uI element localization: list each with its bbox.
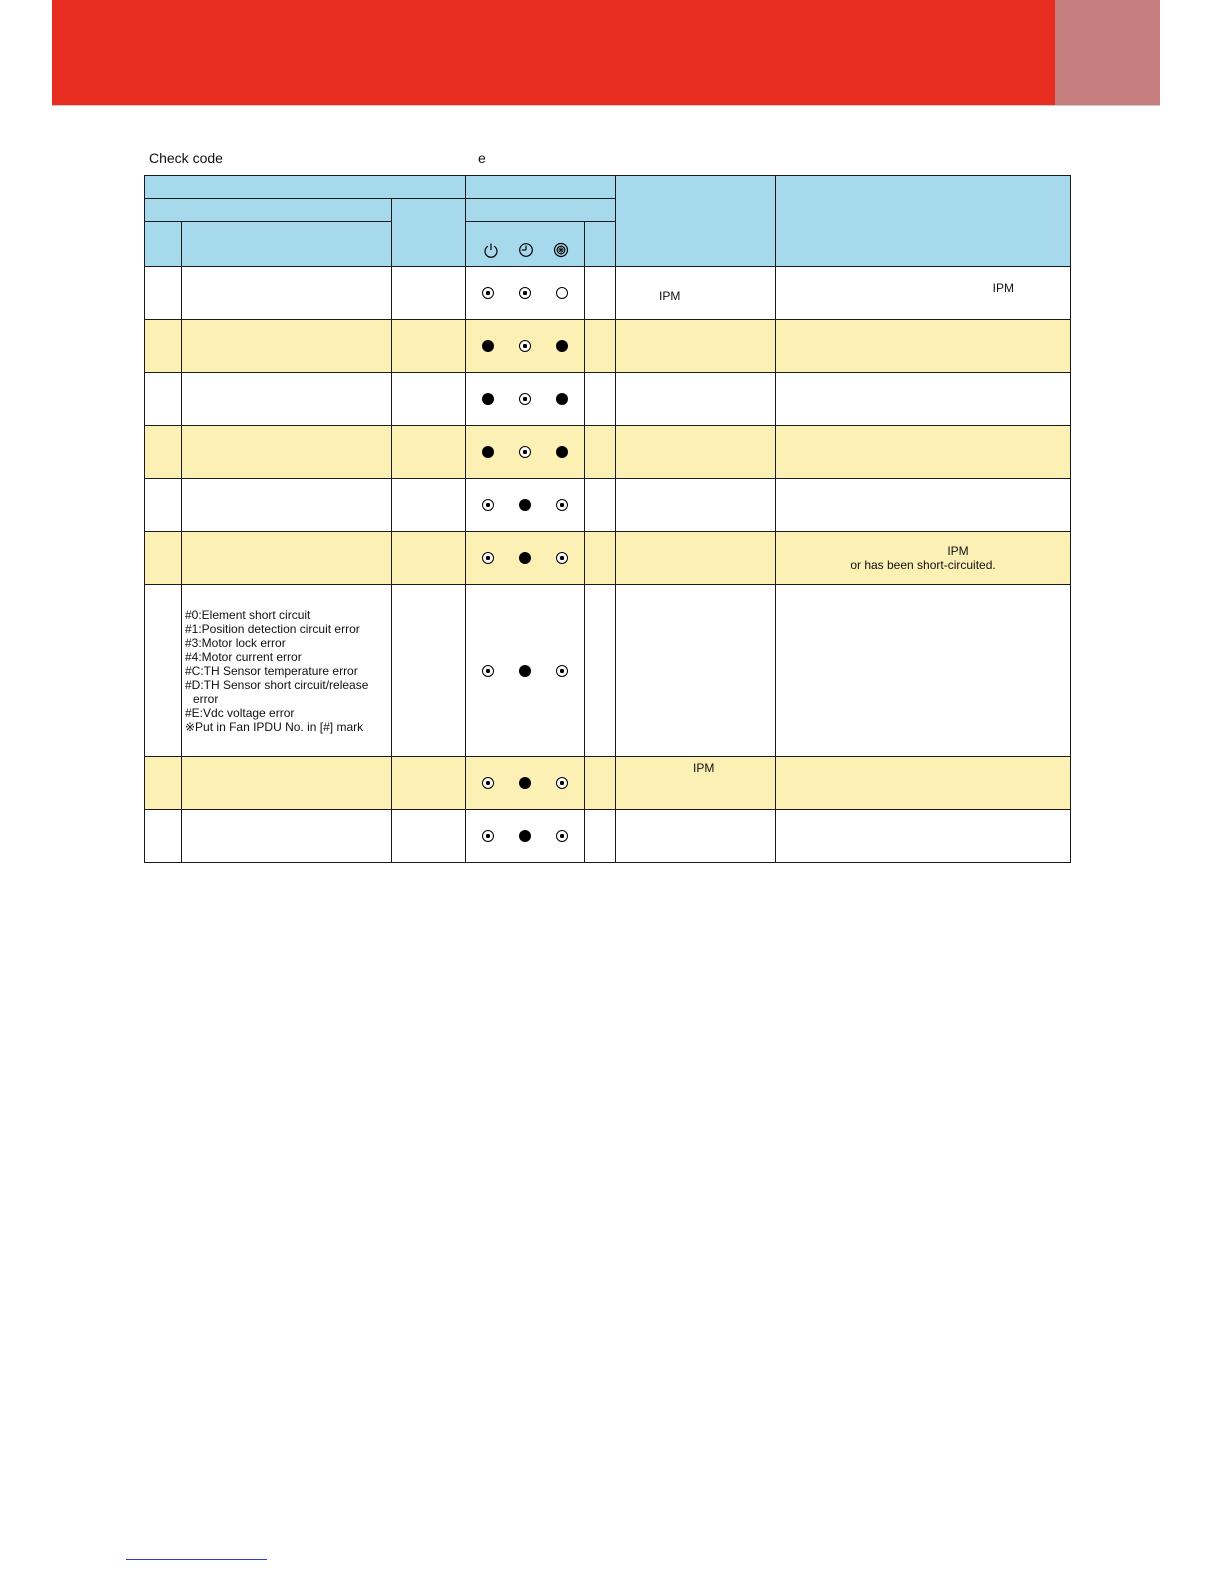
blank-cell	[585, 810, 616, 863]
description-cell	[182, 320, 392, 373]
header-band	[52, 0, 1055, 105]
timer-lamp	[519, 499, 531, 511]
legend-icons-cell	[466, 222, 585, 267]
power-icon	[483, 242, 499, 258]
header-divider	[52, 105, 1160, 106]
cause-cell	[616, 373, 776, 426]
action-cell	[776, 426, 1071, 479]
description-line: #D:TH Sensor short circuit/release	[185, 677, 369, 692]
operation-lamp	[556, 287, 568, 299]
lamp-cell	[466, 532, 585, 585]
header-cell-check-code	[145, 176, 466, 199]
cause-cell	[616, 426, 776, 479]
operation-lamp	[556, 393, 568, 405]
blank-cell	[585, 426, 616, 479]
table-row	[145, 479, 1071, 532]
table-row	[145, 532, 1071, 585]
timer-lamp	[519, 777, 531, 789]
blank-cell	[585, 373, 616, 426]
blank-cell	[585, 532, 616, 585]
device-cell	[392, 320, 466, 373]
header-cell-lamps	[466, 199, 616, 222]
device-cell	[392, 479, 466, 532]
description-cell	[182, 479, 392, 532]
cause-cell	[616, 532, 776, 585]
blank-cell	[585, 479, 616, 532]
table-row	[145, 810, 1071, 863]
cause-cell	[616, 810, 776, 863]
description-line: #E:Vdc voltage error	[185, 705, 295, 720]
lamp-cell	[466, 320, 585, 373]
cause-cell	[616, 267, 776, 320]
device-cell	[392, 585, 466, 757]
timer-lamp	[519, 340, 531, 352]
cause-cell	[616, 320, 776, 373]
header-cell-device	[392, 199, 466, 267]
action-cell	[776, 585, 1071, 757]
code-cell	[145, 810, 182, 863]
lamp-cell	[466, 479, 585, 532]
description-line: error	[193, 691, 219, 706]
action-text: IPM	[992, 281, 1015, 295]
description-line: #1:Position detection circuit error	[185, 621, 360, 636]
description-cell	[182, 585, 392, 757]
timer-icon	[518, 242, 534, 258]
header-cell-indication	[466, 176, 616, 199]
timer-lamp	[519, 665, 531, 677]
blank-cell	[585, 585, 616, 757]
lamp-cell	[466, 757, 585, 810]
description-cell	[182, 373, 392, 426]
device-cell	[392, 757, 466, 810]
code-cell	[145, 320, 182, 373]
operation-icon	[553, 242, 569, 258]
action-cell	[776, 757, 1071, 810]
action-cell	[776, 320, 1071, 373]
lamp-cell	[466, 810, 585, 863]
description-cell	[182, 426, 392, 479]
action-cell	[776, 479, 1071, 532]
timer-lamp	[519, 446, 531, 458]
check-code-table	[144, 175, 1071, 863]
device-cell	[392, 426, 466, 479]
power-lamp	[482, 393, 494, 405]
description-line: #4:Motor current error	[185, 649, 302, 664]
header-tab	[1055, 0, 1160, 105]
description-line: #C:TH Sensor temperature error	[185, 663, 358, 678]
cause-cell	[616, 757, 776, 810]
description-cell	[182, 532, 392, 585]
code-cell	[145, 479, 182, 532]
operation-lamp	[556, 340, 568, 352]
cause-cell	[616, 585, 776, 757]
power-lamp	[482, 665, 494, 677]
device-cell	[392, 810, 466, 863]
lamp-cell	[466, 585, 585, 757]
timer-lamp	[519, 393, 531, 405]
power-lamp	[482, 830, 494, 842]
header-cell-cause	[616, 176, 776, 267]
header-cell-display	[145, 199, 392, 222]
header-cell-blank	[585, 222, 616, 267]
code-cell	[145, 757, 182, 810]
table-row	[145, 267, 1071, 320]
header-cell-code	[145, 222, 182, 267]
caption-suffix: e	[478, 150, 486, 166]
description-line: #3:Motor lock error	[185, 635, 286, 650]
description-cell	[182, 757, 392, 810]
operation-lamp	[556, 499, 568, 511]
footer-link-underline	[126, 1559, 267, 1560]
code-cell	[145, 585, 182, 757]
power-lamp	[482, 552, 494, 564]
header-cell-description	[182, 222, 392, 267]
blank-cell	[585, 267, 616, 320]
table-row	[145, 585, 1071, 757]
device-cell	[392, 267, 466, 320]
cause-text: IPM	[693, 761, 715, 775]
code-cell	[145, 532, 182, 585]
table-row	[145, 757, 1071, 810]
table-row	[145, 320, 1071, 373]
lamp-cell	[466, 373, 585, 426]
power-lamp	[482, 499, 494, 511]
operation-lamp	[556, 446, 568, 458]
cause-cell	[616, 479, 776, 532]
action-line: IPM	[947, 544, 969, 558]
device-cell	[392, 373, 466, 426]
device-cell	[392, 532, 466, 585]
power-lamp	[482, 287, 494, 299]
description-cell	[182, 267, 392, 320]
power-lamp	[482, 777, 494, 789]
lamp-cell	[466, 267, 585, 320]
action-cell	[776, 373, 1071, 426]
timer-lamp	[519, 830, 531, 842]
table-row	[145, 373, 1071, 426]
action-cell	[776, 267, 1071, 320]
operation-lamp	[556, 830, 568, 842]
action-cell	[776, 810, 1071, 863]
power-lamp	[482, 340, 494, 352]
cause-text: IPM	[659, 289, 681, 303]
description-line: ※Put in Fan IPDU No. in [#] mark	[185, 719, 364, 734]
code-cell	[145, 426, 182, 479]
operation-lamp	[556, 552, 568, 564]
description-line: #0:Element short circuit	[185, 607, 311, 622]
code-cell	[145, 267, 182, 320]
operation-lamp	[556, 777, 568, 789]
lamp-cell	[466, 426, 585, 479]
blank-cell	[585, 320, 616, 373]
action-line: or has been short-circuited.	[850, 558, 996, 572]
timer-lamp	[519, 287, 531, 299]
timer-lamp	[519, 552, 531, 564]
action-cell	[776, 532, 1071, 585]
code-cell	[145, 373, 182, 426]
power-lamp	[482, 446, 494, 458]
caption-label: Check code	[149, 150, 223, 166]
table-row	[145, 426, 1071, 479]
header-cell-action	[776, 176, 1071, 267]
blank-cell	[585, 757, 616, 810]
description-cell	[182, 810, 392, 863]
operation-lamp	[556, 665, 568, 677]
